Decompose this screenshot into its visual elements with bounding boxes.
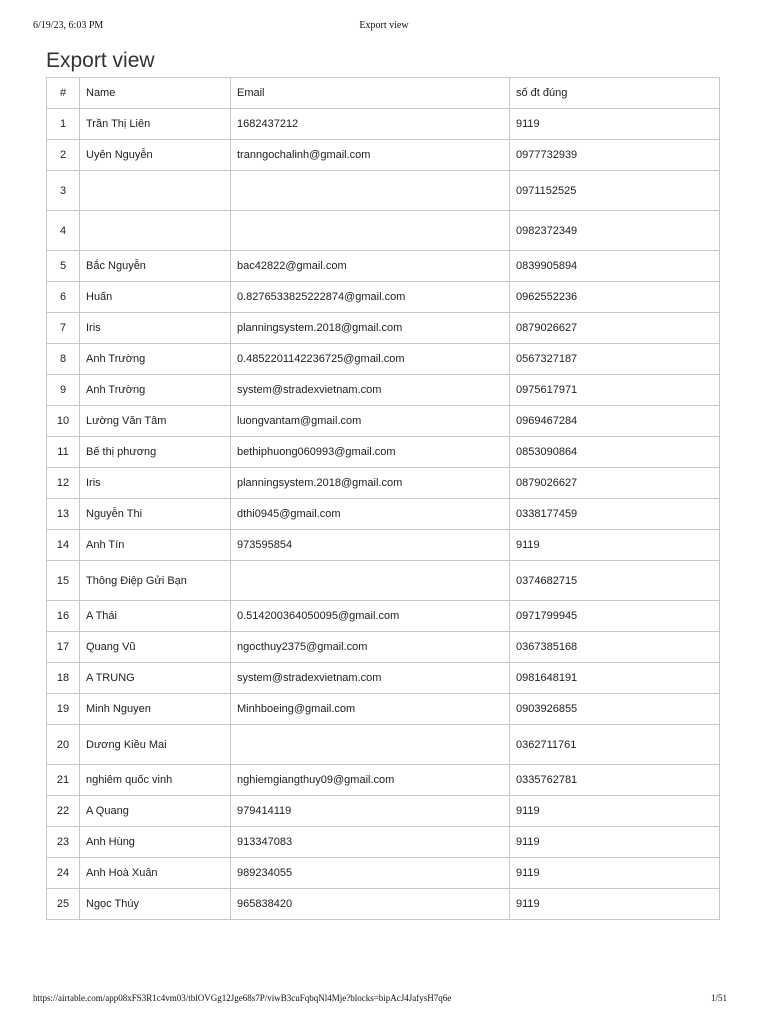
- cell-number: 24: [47, 858, 80, 889]
- cell-name: Bắc Nguyễn: [80, 251, 231, 282]
- cell-phone: 0975617971: [510, 375, 720, 406]
- cell-name: Huấn: [80, 282, 231, 313]
- table-row: [47, 344, 720, 375]
- cell-number: 9: [47, 375, 80, 406]
- cell-number: 16: [47, 601, 80, 632]
- cell-phone: 0982372349: [510, 211, 720, 251]
- cell-email: 0.8276533825222874@gmail.com: [231, 282, 510, 313]
- cell-email: bethiphuong060993@gmail.com: [231, 437, 510, 468]
- cell-name: Anh Hoà Xuân: [80, 858, 231, 889]
- column-header-number: #: [47, 78, 80, 109]
- cell-name: [80, 171, 231, 211]
- cell-phone: 9119: [510, 858, 720, 889]
- cell-email: 0.514200364050095@gmail.com: [231, 601, 510, 632]
- cell-number: 13: [47, 499, 80, 530]
- cell-email: [231, 211, 510, 251]
- cell-name: Anh Tín: [80, 530, 231, 561]
- cell-phone: 0977732939: [510, 140, 720, 171]
- cell-number: 17: [47, 632, 80, 663]
- cell-name: A TRUNG: [80, 663, 231, 694]
- cell-number: 1: [47, 109, 80, 140]
- table-row: [47, 530, 720, 561]
- cell-number: 8: [47, 344, 80, 375]
- cell-phone: 0338177459: [510, 499, 720, 530]
- cell-phone: 0962552236: [510, 282, 720, 313]
- cell-name: nghiêm quốc vinh: [80, 765, 231, 796]
- table-row: [47, 468, 720, 499]
- cell-name: A Thái: [80, 601, 231, 632]
- table-row: [47, 561, 720, 601]
- cell-phone: 0971799945: [510, 601, 720, 632]
- cell-email: dthi0945@gmail.com: [231, 499, 510, 530]
- cell-number: 2: [47, 140, 80, 171]
- cell-number: 10: [47, 406, 80, 437]
- cell-name: Dương Kiều Mai: [80, 725, 231, 765]
- cell-email: 0.4852201142236725@gmail.com: [231, 344, 510, 375]
- cell-number: 5: [47, 251, 80, 282]
- cell-email: 989234055: [231, 858, 510, 889]
- cell-name: Anh Hùng: [80, 827, 231, 858]
- cell-phone: 0971152525: [510, 171, 720, 211]
- table-row: [47, 499, 720, 530]
- cell-number: 6: [47, 282, 80, 313]
- cell-email: nghiemgiangthuy09@gmail.com: [231, 765, 510, 796]
- print-date: 6/19/23, 6:03 PM: [33, 20, 104, 31]
- export-table: [46, 77, 720, 920]
- cell-number: 14: [47, 530, 80, 561]
- cell-email: Minhboeing@gmail.com: [231, 694, 510, 725]
- cell-email: 973595854: [231, 530, 510, 561]
- cell-phone: 9119: [510, 827, 720, 858]
- cell-phone: 9119: [510, 796, 720, 827]
- cell-number: 4: [47, 211, 80, 251]
- cell-email: 913347083: [231, 827, 510, 858]
- table-row: [47, 437, 720, 468]
- cell-number: 18: [47, 663, 80, 694]
- cell-name: Trần Thị Liên: [80, 109, 231, 140]
- cell-email: planningsystem.2018@gmail.com: [231, 313, 510, 344]
- cell-phone: 0367385168: [510, 632, 720, 663]
- cell-phone: 0981648191: [510, 663, 720, 694]
- page-title: Export view: [46, 49, 155, 72]
- table-row: [47, 601, 720, 632]
- table-row: [47, 889, 720, 920]
- cell-name: Iris: [80, 313, 231, 344]
- cell-number: 7: [47, 313, 80, 344]
- cell-name: Nguyễn Thi: [80, 499, 231, 530]
- print-footer: [33, 993, 735, 1007]
- cell-phone: 0335762781: [510, 765, 720, 796]
- cell-name: Lường Văn Tâm: [80, 406, 231, 437]
- cell-phone: 0879026627: [510, 313, 720, 344]
- cell-name: Bế thị phương: [80, 437, 231, 468]
- table-row: [47, 858, 720, 889]
- table-header-row: [47, 78, 720, 109]
- cell-email: [231, 725, 510, 765]
- cell-number: 21: [47, 765, 80, 796]
- cell-phone: 0853090864: [510, 437, 720, 468]
- table-row: [47, 282, 720, 313]
- table-row: [47, 406, 720, 437]
- table-row: [47, 796, 720, 827]
- table-row: [47, 632, 720, 663]
- cell-email: 965838420: [231, 889, 510, 920]
- cell-phone: 0839905894: [510, 251, 720, 282]
- table-row: [47, 765, 720, 796]
- cell-name: Minh Nguyen: [80, 694, 231, 725]
- column-header-name: Name: [80, 78, 231, 109]
- cell-name: Anh Trường: [80, 375, 231, 406]
- table-row: [47, 375, 720, 406]
- cell-number: 3: [47, 171, 80, 211]
- table-row: [47, 140, 720, 171]
- cell-name: Anh Trường: [80, 344, 231, 375]
- table-row: [47, 211, 720, 251]
- cell-phone: 9119: [510, 530, 720, 561]
- cell-email: ngocthuy2375@gmail.com: [231, 632, 510, 663]
- table-row: [47, 171, 720, 211]
- cell-email: [231, 561, 510, 601]
- cell-phone: 9119: [510, 889, 720, 920]
- cell-name: Ngọc Thúy: [80, 889, 231, 920]
- cell-phone: 0879026627: [510, 468, 720, 499]
- cell-name: Iris: [80, 468, 231, 499]
- cell-number: 15: [47, 561, 80, 601]
- cell-email: 979414119: [231, 796, 510, 827]
- cell-phone: 0903926855: [510, 694, 720, 725]
- cell-number: 22: [47, 796, 80, 827]
- cell-number: 19: [47, 694, 80, 725]
- table-row: [47, 313, 720, 344]
- cell-name: [80, 211, 231, 251]
- cell-phone: 0567327187: [510, 344, 720, 375]
- table-row: [47, 251, 720, 282]
- table-row: [47, 109, 720, 140]
- table-body: [47, 109, 720, 920]
- cell-phone: 0374682715: [510, 561, 720, 601]
- print-header: [33, 20, 735, 34]
- table-row: [47, 827, 720, 858]
- cell-email: 1682437212: [231, 109, 510, 140]
- cell-name: Thông Điệp Gửi Bạn: [80, 561, 231, 601]
- column-header-phone: số đt đúng: [510, 78, 720, 109]
- cell-email: luongvantam@gmail.com: [231, 406, 510, 437]
- cell-email: bac42822@gmail.com: [231, 251, 510, 282]
- cell-name: A Quang: [80, 796, 231, 827]
- page-number: 1/51: [710, 993, 727, 1003]
- cell-phone: 9119: [510, 109, 720, 140]
- cell-name: Quang Vũ: [80, 632, 231, 663]
- cell-number: 25: [47, 889, 80, 920]
- cell-email: system@stradexvietnam.com: [231, 375, 510, 406]
- cell-phone: 0969467284: [510, 406, 720, 437]
- cell-email: planningsystem.2018@gmail.com: [231, 468, 510, 499]
- table-row: [47, 725, 720, 765]
- table-row: [47, 694, 720, 725]
- cell-number: 23: [47, 827, 80, 858]
- cell-name: Uyên Nguyễn: [80, 140, 231, 171]
- column-header-email: Email: [231, 78, 510, 109]
- cell-number: 12: [47, 468, 80, 499]
- cell-email: [231, 171, 510, 211]
- cell-email: tranngochalinh@gmail.com: [231, 140, 510, 171]
- print-title: Export view: [359, 20, 409, 31]
- cell-email: system@stradexvietnam.com: [231, 663, 510, 694]
- table-row: [47, 663, 720, 694]
- cell-number: 11: [47, 437, 80, 468]
- cell-phone: 0362711761: [510, 725, 720, 765]
- cell-number: 20: [47, 725, 80, 765]
- page-url: https://airtable.com/app08xFS3R1c4vm03/tblOVGg12Jge68s7P/viwB3cuFqbqNl4Mje?blocks=bipAcJ4JafysH7q6e: [33, 993, 452, 1003]
